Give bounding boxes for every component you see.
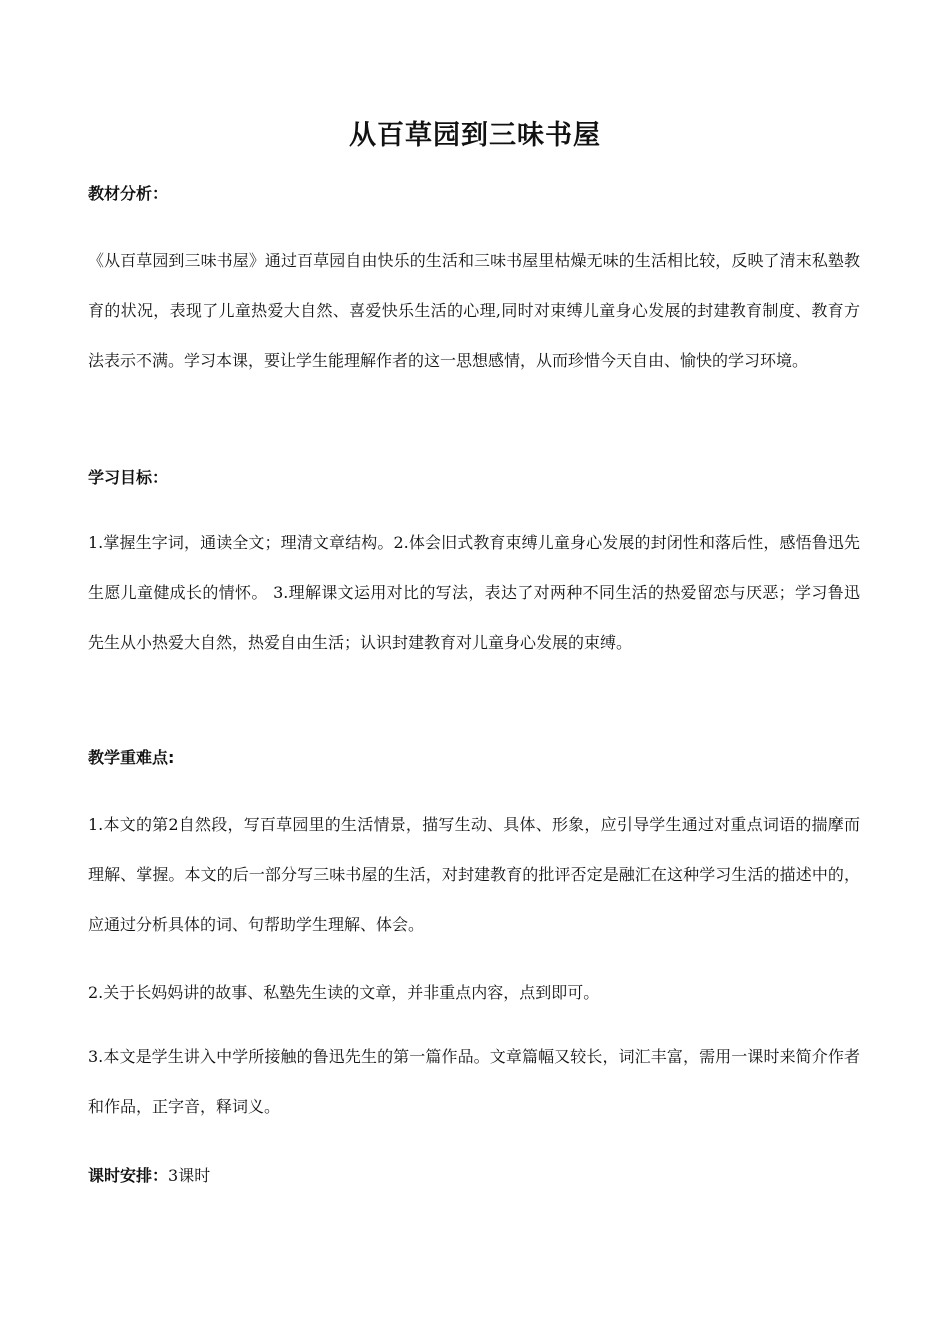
goals-heading: 学习目标： [88,468,169,487]
schedule-line [88,1164,210,1188]
key-points-paragraph-2: 2.关于长妈妈讲的故事、私塾先生读的文章，并非重点内容，点到即可。 [88,983,600,1002]
schedule-value: 3课时 [168,1166,211,1185]
document-title: 从百草园到三味书屋 [349,120,601,151]
key-points-paragraph-1: 1.本文的第2自然段，写百草园里的生活情景，描写生动、具体、形象，应引导学生通过对重点词语的揣摩而理解、掌握。本文的后一部分写三味书屋的生活，对封建教育的批评否定是融汇在这种学习生活的描述中的，应通过分析具体的词、句帮助学生理解、体会。 [88,815,860,934]
schedule-heading: 课时安排： [88,1166,169,1185]
analysis-heading: 教材分析： [88,184,169,203]
goals-paragraph: 1.掌握生字词，通读全文；理清文章结构。2.体会旧式教育束缚儿童身心发展的封闭性和落后性，感悟鲁迅先生愿儿童健成长的情怀。 3.理解课文运用对比的写法，表达了对两种不同生活的热爱留恋与厌恶；学习鲁迅先生从小热爱大自然，热爱自由生活；认识封建教育对儿童身心发展的束缚。 [88,533,860,652]
analysis-paragraph: 《从百草园到三味书屋》通过百草园自由快乐的生活和三味书屋里枯燥无味的生活相比较，反映了清末私塾教育的状况，表现了儿童热爱大自然、喜爱快乐生活的心理,同时对束缚儿童身心发展的封建教育制度、教育方法表示不满。学习本课，要让学生能理解作者的这一思想感情，从而珍惜今天自由、愉快的学习环境。 [88,251,860,370]
key-points-paragraph-3: 3.本文是学生讲入中学所接触的鲁迅先生的第一篇作品。文章篇幅又较长，词汇丰富，需用一课时来简介作者和作品，正字音，释词义。 [88,1047,860,1116]
key-points-heading: 教学重难点: [88,748,175,767]
